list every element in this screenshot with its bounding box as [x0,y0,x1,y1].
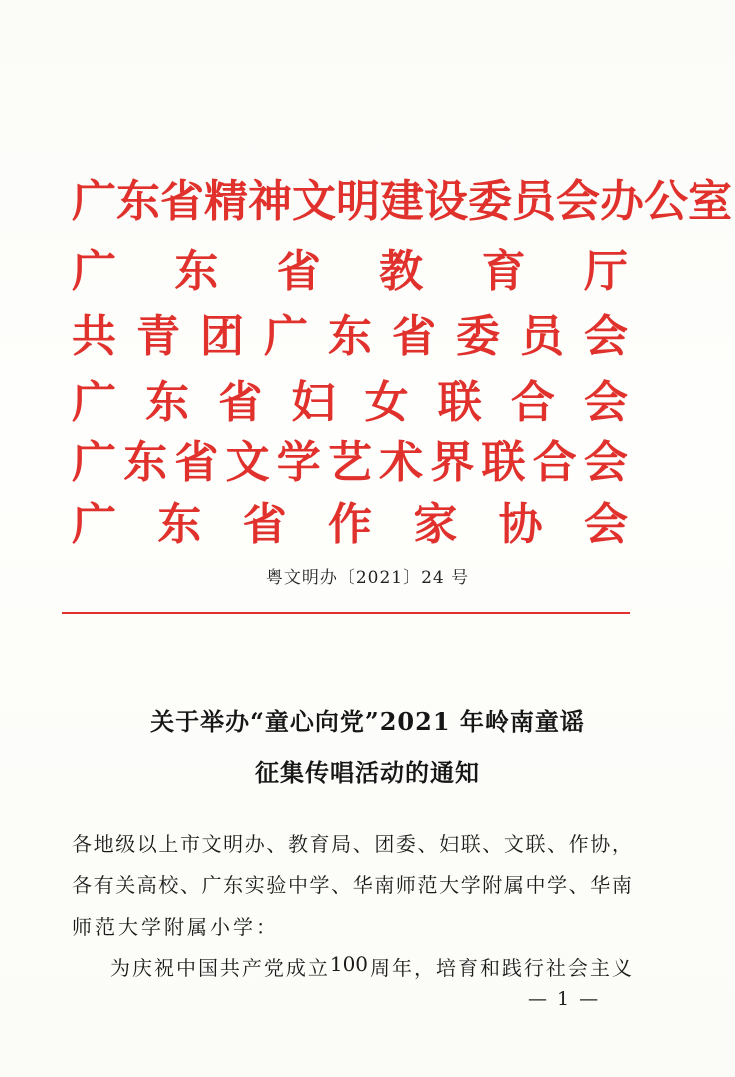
issuer-line [72,433,628,493]
glyph: 东 [145,377,190,428]
glyph: 成 [285,956,306,980]
glyph: 100 [329,952,369,976]
glyph: 义 [611,956,632,980]
glyph: 明 [336,176,380,227]
glyph: 术 [379,437,424,488]
glyph: 协 [590,832,611,856]
glyph: 育 [457,956,478,980]
glyph: 南 [374,873,395,897]
glyph: 合 [532,437,577,488]
glyph: 青 [136,311,180,362]
glyph: 公 [644,176,688,227]
glyph: 、 [547,832,568,856]
glyph: 各 [72,832,92,856]
glyph: 员 [520,311,564,362]
glyph: 作 [568,832,589,856]
glyph: 实 [244,873,265,897]
glyph: 行 [523,956,544,980]
glyph: 家 [413,499,458,550]
glyph: 艺 [327,437,372,488]
glyph: 局 [331,832,352,856]
glyph: ， [611,832,632,856]
glyph: 、 [179,873,200,897]
glyph: 联 [481,437,526,488]
glyph: 华 [352,873,373,897]
glyph: 省 [160,176,204,227]
glyph: 团 [374,832,395,856]
glyph: 周 [370,956,391,980]
glyph: 会 [556,176,600,227]
glyph: 立 [307,956,328,980]
glyph: 祝 [153,956,174,980]
glyph: 、 [331,873,352,897]
glyph: ， [413,956,434,980]
glyph: 教 [379,246,424,297]
glyph: 明 [223,832,244,856]
glyph: 南 [611,873,632,897]
glyph: 东 [223,873,244,897]
glyph: 高 [136,873,157,897]
glyph: 产 [241,956,262,980]
issuer-line [72,373,628,433]
glyph: 文 [225,437,270,488]
glyph: 厅 [583,246,628,297]
glyph: 员 [512,176,556,227]
glyph: 神 [248,176,292,227]
issuer-line [72,495,628,555]
glyph: 室 [688,176,732,227]
glyph: 广 [72,499,116,550]
glyph: 、 [417,832,438,856]
glyph: 学 [309,873,330,897]
body-text-line [72,828,632,857]
glyph: 会 [583,377,628,428]
glyph: 东 [328,311,372,362]
glyph: 附 [482,873,503,897]
glyph: 省 [174,437,219,488]
glyph: 教 [287,832,308,856]
glyph: 师 [395,873,416,897]
glyph: 属 [503,873,524,897]
glyph: 省 [242,499,287,550]
document-number: 粤文明办〔2021〕24 号 [265,568,470,588]
glyph: 广 [72,246,116,297]
glyph: 中 [287,873,308,897]
glyph: 社 [545,956,566,980]
glyph: 和 [479,956,500,980]
glyph: 妇 [291,377,336,428]
issuer-line [72,242,628,302]
document-title-line-1: 关于举办“童心向党”2021 年岭南童谣 [150,707,585,736]
glyph: 界 [430,437,475,488]
glyph: 以 [136,832,157,856]
glyph: 各 [72,873,92,897]
glyph: 东 [123,437,168,488]
glyph: 协 [498,499,543,550]
glyph: 关 [115,873,136,897]
document-title-line-2: 征集传唱活动的通知 [255,758,480,787]
glyph: 校 [158,873,179,897]
glyph: 省 [392,311,436,362]
glyph: 文 [292,176,336,227]
glyph: 学 [547,873,568,897]
glyph: 合 [510,377,555,428]
glyph: 联 [460,832,481,856]
glyph: 作 [327,499,372,550]
glyph: 庆 [131,956,152,980]
glyph: 委 [468,176,512,227]
glyph: 中 [525,873,546,897]
glyph: 广 [264,311,308,362]
glyph: 级 [115,832,136,856]
glyph: 培 [435,956,456,980]
glyph: 共 [219,956,240,980]
glyph: 范 [417,873,438,897]
glyph: 文 [503,832,524,856]
glyph: 东 [174,246,219,297]
glyph: 办 [600,176,644,227]
glyph: 联 [437,377,482,428]
glyph: 大 [439,873,460,897]
glyph: 有 [93,873,114,897]
glyph: 验 [266,873,287,897]
glyph: 学 [276,437,321,488]
glyph: 会 [583,499,628,550]
glyph: 华 [590,873,611,897]
glyph: 会 [584,311,628,362]
glyph: 育 [309,832,330,856]
glyph: 精 [204,176,248,227]
glyph: 中 [175,956,196,980]
glyph: 为 [110,956,130,980]
glyph: 市 [179,832,200,856]
glyph: 广 [72,437,116,488]
body-text-line [72,869,632,898]
red-divider-rule [62,612,630,614]
glyph: 年 [392,956,412,980]
glyph: 会 [567,956,588,980]
glyph: 妇 [439,832,460,856]
glyph: 共 [72,311,116,362]
glyph: 上 [158,832,179,856]
glyph: 、 [568,873,589,897]
glyph: 联 [525,832,546,856]
glyph: 文 [201,832,222,856]
glyph: 、 [266,832,287,856]
glyph: 国 [197,956,218,980]
glyph: 委 [395,832,416,856]
glyph: 广 [72,377,116,428]
glyph: 广 [201,873,222,897]
issuer-line [72,172,732,232]
glyph: 主 [589,956,610,980]
glyph: 、 [482,832,503,856]
glyph: 省 [218,377,263,428]
glyph: 办 [244,832,265,856]
glyph: 设 [424,176,468,227]
issuer-line [72,307,628,367]
glyph: 女 [364,377,409,428]
page-number: — 1 — [528,988,601,1010]
glyph: 委 [456,311,500,362]
glyph: 建 [380,176,424,227]
glyph: 东 [157,499,202,550]
glyph: 广 [72,176,116,227]
glyph: 学 [460,873,481,897]
glyph: 践 [501,956,522,980]
body-text-line: 师范大学附属小学： [72,915,279,939]
glyph: 团 [200,311,244,362]
glyph: 东 [116,176,160,227]
body-text-line [110,952,632,981]
glyph: 党 [263,956,284,980]
glyph: 会 [583,437,628,488]
glyph: 省 [276,246,321,297]
glyph: 地 [93,832,114,856]
glyph: 育 [481,246,526,297]
glyph: 、 [352,832,373,856]
